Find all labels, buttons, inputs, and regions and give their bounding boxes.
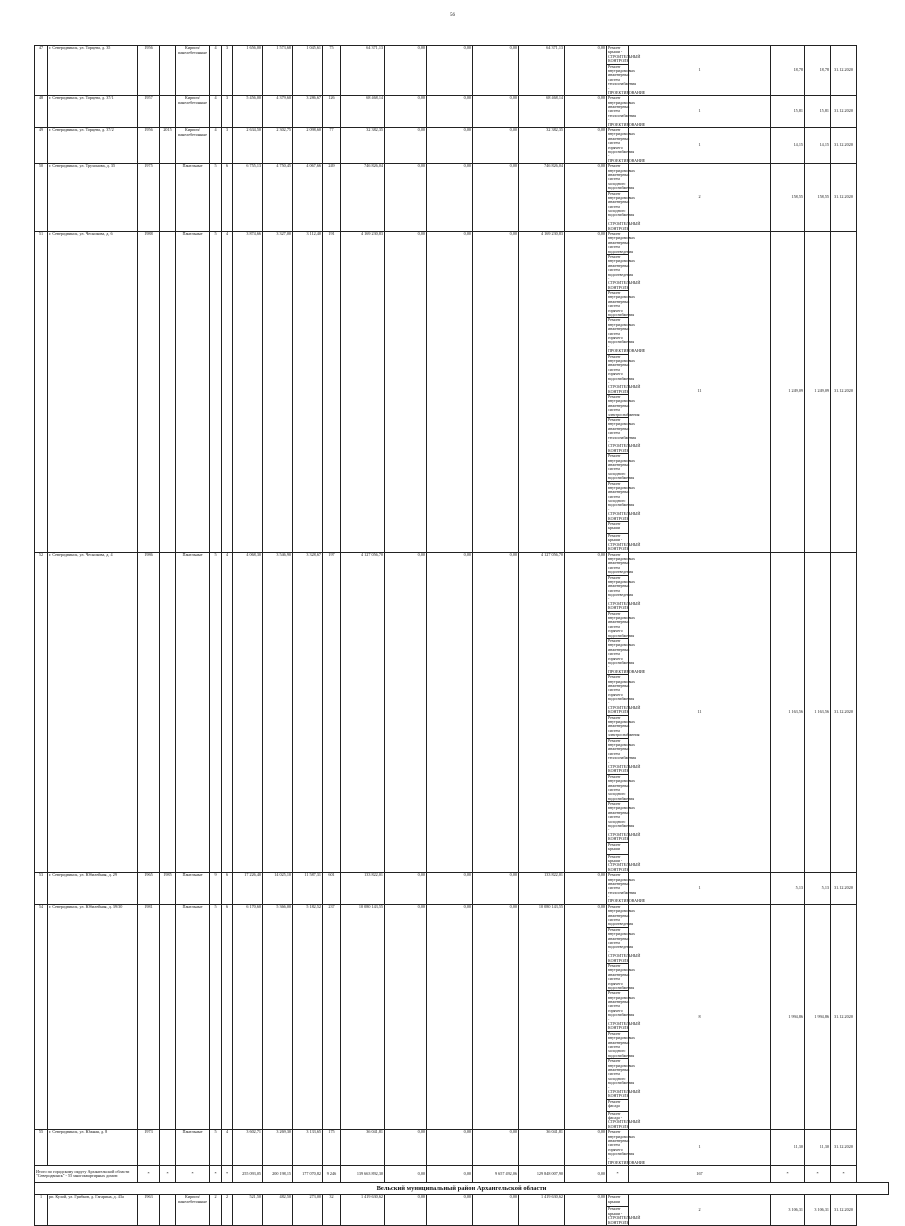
completion-date: 31.12.2020 [831,1195,857,1226]
private-area: 3 286,67 [293,96,323,128]
floors: 5 [210,904,222,1129]
work-type: Ремонт крыши [607,522,629,534]
row-number: 50 [35,164,48,232]
year-overhaul [160,96,176,128]
residents: 191 [323,232,341,553]
floors: 5 [210,552,222,873]
total-cost: 10 080 143,55 [341,904,385,1129]
year-overhaul [160,164,176,232]
table-row [35,128,889,164]
limit-cost: 5,13 [805,873,831,905]
work-type: Ремонт внутридомовых инженерных систем холодного водоснабжения - СТРОИТЕЛЬНЫЙ КОНТРОЛЬ [608,801,641,842]
total-owner: 129 848 007,90 [519,1166,565,1183]
other-funds: 0,00 [565,873,607,905]
region-title: Вельский муниципальный район Архангельской области [35,1183,889,1195]
work-type: Ремонт внутридомовых инженерных систем горячего водоснабжения [608,610,636,638]
work-type: Ремонт внутридомовых инженерных систем водоотведения - СТРОИТЕЛЬНЫЙ КОНТРОЛЬ [608,574,641,611]
work-type: Ремонт крыши - СТРОИТЕЛЬНЫЙ КОНТРОЛЬ [608,853,641,872]
total-cost: 4 127 056,70 [341,552,385,873]
owner-funds: 64 371,13 [519,46,565,96]
total-date: * [831,1166,857,1183]
row-number: 52 [35,552,48,873]
total-cost: 133 822,01 [341,873,385,905]
unit-cost: 1 163,56 [771,552,805,873]
address: г. Северодвинск, ул. Южная, д. 8 [48,1130,138,1166]
local-funds: 0,00 [473,128,519,164]
regional-funds: 0,00 [427,904,473,1129]
works-count: 1 [629,46,771,96]
living-area: 5 366,00 [263,904,293,1129]
federal-funds: 0,00 [385,96,427,128]
work-type: Ремонт внутридомовых инженерных систем горячего водоснабжения - ПРОЕКТИРОВАНИЕ [608,127,646,163]
limit-cost: 3 106,31 [805,1195,831,1226]
regional-funds: 0,00 [427,1195,473,1226]
owner-funds: 4 169 230,83 [519,232,565,553]
residents: 77 [323,128,341,164]
wall-material: Кирпич/ панелебетонные [176,46,210,96]
floors: 4 [210,128,222,164]
private-area: 4 067,66 [293,164,323,232]
work-type: Ремонт внутридомовых инженерных систем горячего водоснабжения - ПРОЕКТИРОВАНИЕ [608,1129,646,1165]
table-row [35,873,889,905]
limit-cost: 11,30 [805,1130,831,1166]
work-type: Ремонт внутридомовых инженерных систем холодного водоснабжения - СТРОИТЕЛЬНЫЙ КОНТРОЛЬ [608,190,641,231]
unit-cost: 1 249,09 [771,232,805,553]
entrances: 6 [222,904,233,1129]
local-funds: 0,00 [473,46,519,96]
owner-funds: 4 127 056,70 [519,552,565,873]
total-cost: 139 663 892,30 [341,1166,385,1183]
unit-cost: 11,30 [771,1130,805,1166]
residents: 237 [323,904,341,1129]
living-area: 2 302,75 [263,128,293,164]
work-type: Ремонт внутридомовых инженерных систем теплоснабжения - СТРОИТЕЛЬНЫЙ КОНТРОЛЬ [608,737,641,774]
unit-cost: 5,13 [771,873,805,905]
row-number: 54 [35,904,48,1129]
region-header-row [35,1183,889,1195]
residents: 175 [323,1130,341,1166]
limit-cost: 14,15 [805,128,831,164]
total-year: * [138,1166,160,1183]
entrances: 2 [222,1195,233,1226]
other-funds: 0,00 [565,128,607,164]
living-area: 4 379,60 [263,96,293,128]
total-other: 0,00 [565,1166,607,1183]
works-count: 11 [629,552,771,873]
address: рп. Кулой, ул. Грибков, д. Гагарина, д. 43а [48,1195,138,1226]
entrances: 3 [222,46,233,96]
entrances: 4 [222,1130,233,1166]
residents: 197 [323,552,341,873]
total-area: 5 456,00 [233,96,263,128]
other-funds: 0,00 [565,164,607,232]
total-works-count: 167 [629,1166,771,1183]
total-residents: 9 246 [323,1166,341,1183]
floors: 5 [210,1130,222,1166]
total-material: * [176,1166,210,1183]
total-area: 2 634,50 [233,128,263,164]
work-type: Ремонт крыши - СТРОИТЕЛЬНЫЙ КОНТРОЛЬ [608,45,641,64]
work-type: Ремонт внутридомовых инженерных систем электроснабжения [608,394,640,417]
owner-funds: 133 822,01 [519,873,565,905]
works-count: 1 [629,873,771,905]
total-entrances: * [222,1166,233,1183]
total-area: 3 602,71 [233,1130,263,1166]
other-funds: 0,00 [565,552,607,873]
work-type: Ремонт внутридомовых инженерных систем водоотведения [608,903,636,927]
year-built: 1988 [138,232,160,553]
wall-material: Панельные [176,232,210,553]
total-row [35,1166,889,1183]
completion-date: 31.12.2020 [831,46,857,96]
year-built: 1986 [138,552,160,873]
private-area: 3 328,67 [293,552,323,873]
address: г. Северодвинск, ул. Торцева, д. 37/1 [48,96,138,128]
work-type: Ремонт внутридомовых инженерных систем холодного водоснабжения [608,773,636,801]
year-overhaul [160,232,176,553]
total-floors: * [210,1166,222,1183]
work-type: Ремонт внутридомовых инженерных систем горячего водоснабжения [608,290,636,318]
work-type: Ремонт внутридомовых инженерных систем водоотведения [608,551,636,575]
regional-funds: 0,00 [427,46,473,96]
regional-funds: 0,00 [427,873,473,905]
limit-cost: 158,55 [805,164,831,232]
total-area: 1 656,00 [233,46,263,96]
federal-funds: 0,00 [385,1130,427,1166]
work-type: Ремонт внутридомовых инженерных систем водоотведения [608,231,636,254]
completion-date: 31.12.2020 [831,873,857,905]
row-number: 47 [35,46,48,96]
other-funds: 0,00 [565,1130,607,1166]
completion-date: 31.12.2020 [831,232,857,553]
total-cost: 68 468,14 [341,96,385,128]
address: г. Северодвинск, ул. Торцева, д. 35 [48,46,138,96]
completion-date: 31.12.2020 [831,128,857,164]
other-funds: 0,00 [565,232,607,553]
living-area: 1 573,68 [263,46,293,96]
private-area: 3 133,65 [293,1130,323,1166]
regional-funds: 0,00 [427,232,473,553]
year-built: 1957 [138,96,160,128]
year-overhaul: 2015 [160,128,176,164]
work-type: Ремонт внутридомовых инженерных систем горячего водоснабжения [608,962,636,990]
unit-cost: 14,15 [771,128,805,164]
entrances: 4 [222,232,233,553]
work-type: Ремонт фасада - СТРОИТЕЛЬНЫЙ КОНТРОЛЬ [608,1110,641,1129]
page-number: 56 [450,13,455,18]
work-type: Ремонт внутридомовых инженерных систем холодного водоснабжения - СТРОИТЕЛЬНЫЙ КОНТРОЛЬ [608,1058,641,1099]
table-row [35,552,889,575]
work-type: Ремонт внутридомовых инженерных систем горячего водоснабжения - СТРОИТЕЛЬНЫЙ КОНТРОЛЬ [608,990,641,1031]
work-type: Ремонт внутридомовых инженерных систем холодного водоснабжения [608,1030,636,1058]
entrances: 6 [222,873,233,905]
table-row [35,1195,889,1207]
private-area: 3 112,40 [293,232,323,553]
private-area: 1 045,61 [293,46,323,96]
work-type: Ремонт внутридомовых инженерных систем теплоснабжения - ПРОЕКТИРОВАНИЕ [608,63,646,95]
row-number: 48 [35,96,48,128]
entrances: 3 [222,96,233,128]
local-funds: 0,00 [473,1195,519,1226]
federal-funds: 0,00 [385,873,427,905]
total-area: 17 226,40 [233,873,263,905]
completion-date: 31.12.2020 [831,96,857,128]
regional-funds: 0,00 [427,1130,473,1166]
program-table-sheet [34,45,864,1225]
living-area: 3 546,90 [263,552,293,873]
work-type: Ремонт внутридомовых инженерных систем горячего водоснабжения - ПРОЕКТИРОВАНИЕ [608,317,646,354]
total-works: * [607,1166,629,1183]
address: г. Северодвинск, ул. Чеснокова, д. 4 [48,552,138,873]
living-area: 3 269,30 [263,1130,293,1166]
completion-date: 31.12.2020 [831,552,857,873]
living-area: 14 025,10 [263,873,293,905]
local-funds: 0,00 [473,96,519,128]
limit-cost: 18,78 [805,46,831,96]
completion-date: 31.12.2020 [831,1130,857,1166]
floors: 5 [210,164,222,232]
total-cost: 1 419 630,62 [341,1195,385,1226]
year-built: 1975 [138,164,160,232]
table-row [35,232,889,255]
wall-material: Панельные [176,1130,210,1166]
wall-material: Кирпич/ панелебетонные [176,96,210,128]
year-built: 1963 [138,1195,160,1226]
private-area: 2 098,60 [293,128,323,164]
other-funds: 0,00 [565,96,607,128]
total-cost: 4 169 230,83 [341,232,385,553]
row-number: 49 [35,128,48,164]
completion-date: 31.12.2020 [831,164,857,232]
work-type: Ремонт внутридомовых инженерных систем холодного водоснабжения [608,163,636,191]
wall-material: Кирпич/ панелебетонные [176,1195,210,1226]
work-type: Ремонт фасада [607,1099,629,1111]
year-built: 1956 [138,128,160,164]
federal-funds: 0,00 [385,46,427,96]
works-count: 2 [629,164,771,232]
work-type: Ремонт крыши - СТРОИТЕЛЬНЫЙ КОНТРОЛЬ [608,533,641,552]
row-number: 51 [35,232,48,553]
owner-funds: 36 041,81 [519,1130,565,1166]
total-cost: 32 382,35 [341,128,385,164]
residents: 126 [323,96,341,128]
other-funds: 0,00 [565,904,607,1129]
year-built: 1956 [138,46,160,96]
work-type: Ремонт крыши - СТРОИТЕЛЬНЫЙ КОНТРОЛЬ [608,1206,641,1225]
work-type: Ремонт внутридомовых инженерных систем теплоснабжения - СТРОИТЕЛЬНЫЙ КОНТРОЛЬ [608,417,641,453]
other-funds: 0,00 [565,46,607,96]
federal-funds: 0,00 [385,232,427,553]
regional-funds: 0,00 [427,164,473,232]
limit-cost: 1 163,56 [805,552,831,873]
address: г. Северодвинск, ул. Юбилейная, д. 39/30 [48,904,138,1129]
living-area: 3 327,00 [263,232,293,553]
residents: 75 [323,46,341,96]
table-body [35,46,889,1226]
work-type: Ремонт внутридомовых инженерных систем водоотведения - СТРОИТЕЛЬНЫЙ КОНТРОЛЬ [608,926,641,963]
owner-funds: 746 826,04 [519,164,565,232]
limit-cost: 15,81 [805,96,831,128]
total-cost: 64 371,13 [341,46,385,96]
total-area: 521,50 [233,1195,263,1226]
year-overhaul [160,1195,176,1226]
year-built: 1973 [138,1130,160,1166]
local-funds: 0,00 [473,904,519,1129]
work-type: Ремонт внутридомовых инженерных систем холодного водоснабжения - СТРОИТЕЛЬНЫЙ КОНТРОЛЬ [608,480,641,521]
wall-material: Панельные [176,164,210,232]
total-local: 9 657 492,06 [473,1166,519,1183]
residents: 249 [323,164,341,232]
unit-cost: 18,78 [771,46,805,96]
work-type: Ремонт внутридомовых инженерных систем водоотведения - СТРОИТЕЛЬНЫЙ КОНТРОЛЬ [608,253,641,290]
local-funds: 0,00 [473,873,519,905]
table-row [35,1130,889,1166]
living-area: 482,50 [263,1195,293,1226]
total-area: 6 170,60 [233,904,263,1129]
row-number: 1 [35,1195,48,1226]
federal-funds: 0,00 [385,904,427,1129]
regional-funds: 0,00 [427,552,473,873]
floors: 5 [210,232,222,553]
federal-funds: 0,00 [385,1195,427,1226]
work-type: Ремонт внутридомовых инженерных систем теплоснабжения - ПРОЕКТИРОВАНИЕ [608,95,646,127]
local-funds: 0,00 [473,164,519,232]
regional-funds: 0,00 [427,96,473,128]
year-overhaul [160,552,176,873]
year-overhaul: 1985 [160,873,176,905]
federal-funds: 0,00 [385,164,427,232]
work-type: Ремонт внутридомовых инженерных систем электроснабжения [608,714,640,738]
limit-cost: 1 994,86 [805,904,831,1129]
works-count: 2 [629,1195,771,1226]
entrances: 4 [222,552,233,873]
other-funds: 0,00 [565,1195,607,1226]
address: г. Северодвинск, ул. Торцева, д. 37/2 [48,128,138,164]
work-type: Ремонт внутридомовых инженерных систем холодного водоснабжения [608,453,636,481]
row-number: 53 [35,873,48,905]
total-limit: * [805,1166,831,1183]
entrances: 3 [222,128,233,164]
year-overhaul [160,904,176,1129]
total-area: 6 755,13 [233,164,263,232]
work-type: Ремонт крыши [607,1195,629,1207]
wall-material: Панельные [176,904,210,1129]
total-area: 255 093,05 [233,1166,263,1183]
total-area: 3 874,66 [233,232,263,553]
federal-funds: 0,00 [385,128,427,164]
works-count: 1 [629,96,771,128]
total-federal: 0,00 [385,1166,427,1183]
floors: 4 [210,46,222,96]
work-type: Ремонт внутридомовых инженерных систем теплоснабжения - ПРОЕКТИРОВАНИЕ [608,872,646,904]
private-area: 273,00 [293,1195,323,1226]
year-overhaul [160,1130,176,1166]
floors: 2 [210,1195,222,1226]
unit-cost: 1 994,86 [771,904,805,1129]
owner-funds: 68 468,14 [519,96,565,128]
table-row [35,96,889,128]
total-area: 4 068,30 [233,552,263,873]
living-area: 4 750,45 [263,164,293,232]
private-area: 11 587,31 [293,873,323,905]
work-type: Ремонт внутридомовых инженерных систем горячего водоснабжения - СТРОИТЕЛЬНЫЙ КОНТРОЛЬ [608,674,641,715]
works-count: 11 [629,232,771,553]
total-regional: 0,00 [427,1166,473,1183]
regional-funds: 0,00 [427,128,473,164]
federal-funds: 0,00 [385,552,427,873]
unit-cost: 15,81 [771,96,805,128]
works-count: 1 [629,1130,771,1166]
floors: 9 [210,873,222,905]
total-cost: 746 826,04 [341,164,385,232]
entrances: 6 [222,164,233,232]
private-area: 5 182,52 [293,904,323,1129]
year-overhaul [160,46,176,96]
table-row [35,904,889,927]
owner-funds: 1 419 630,62 [519,1195,565,1226]
completion-date: 31.12.2020 [831,904,857,1129]
total-unit-cost: * [771,1166,805,1183]
local-funds: 0,00 [473,1130,519,1166]
total-cost: 36 041,81 [341,1130,385,1166]
year-built: 1981 [138,904,160,1129]
owner-funds: 10 080 143,55 [519,904,565,1129]
unit-cost: 3 106,31 [771,1195,805,1226]
local-funds: 0,00 [473,232,519,553]
table-row [35,46,889,65]
total-private-area: 177 070,82 [293,1166,323,1183]
owner-funds: 32 382,35 [519,128,565,164]
works-count: 8 [629,904,771,1129]
residents: 601 [323,873,341,905]
total-year2: * [160,1166,176,1183]
total-living-area: 200 198,15 [263,1166,293,1183]
residents: 32 [323,1195,341,1226]
work-type: Ремонт внутридомовых инженерных систем горячего водоснабжения - СТРОИТЕЛЬНЫЙ КОНТРОЛЬ [608,353,641,394]
local-funds: 0,00 [473,552,519,873]
limit-cost: 1 249,09 [805,232,831,553]
wall-material: Кирпич/ панелебетонные [176,128,210,164]
work-type: Ремонт крыши [607,842,629,854]
housing-program-table [34,45,889,1226]
total-label: Итого по городскому округу Архангельской области "Северодвинск" - 55 многоквартирных домов: [35,1166,138,1183]
year-built: 1965 [138,873,160,905]
table-row [35,164,889,191]
address: г. Северодвинск, ул. Трухинова, д. 35 [48,164,138,232]
row-number: 55 [35,1130,48,1166]
wall-material: Панельные [176,873,210,905]
work-type: Ремонт внутридомовых инженерных систем горячего водоснабжения - ПРОЕКТИРОВАНИЕ [608,638,646,674]
floors: 4 [210,96,222,128]
works-count: 1 [629,128,771,164]
wall-material: Панельные [176,552,210,873]
address: г. Северодвинск, ул. Юбилейная, д. 29 [48,873,138,905]
unit-cost: 158,55 [771,164,805,232]
address: г. Северодвинск, ул. Чеснокова, д. 6 [48,232,138,553]
